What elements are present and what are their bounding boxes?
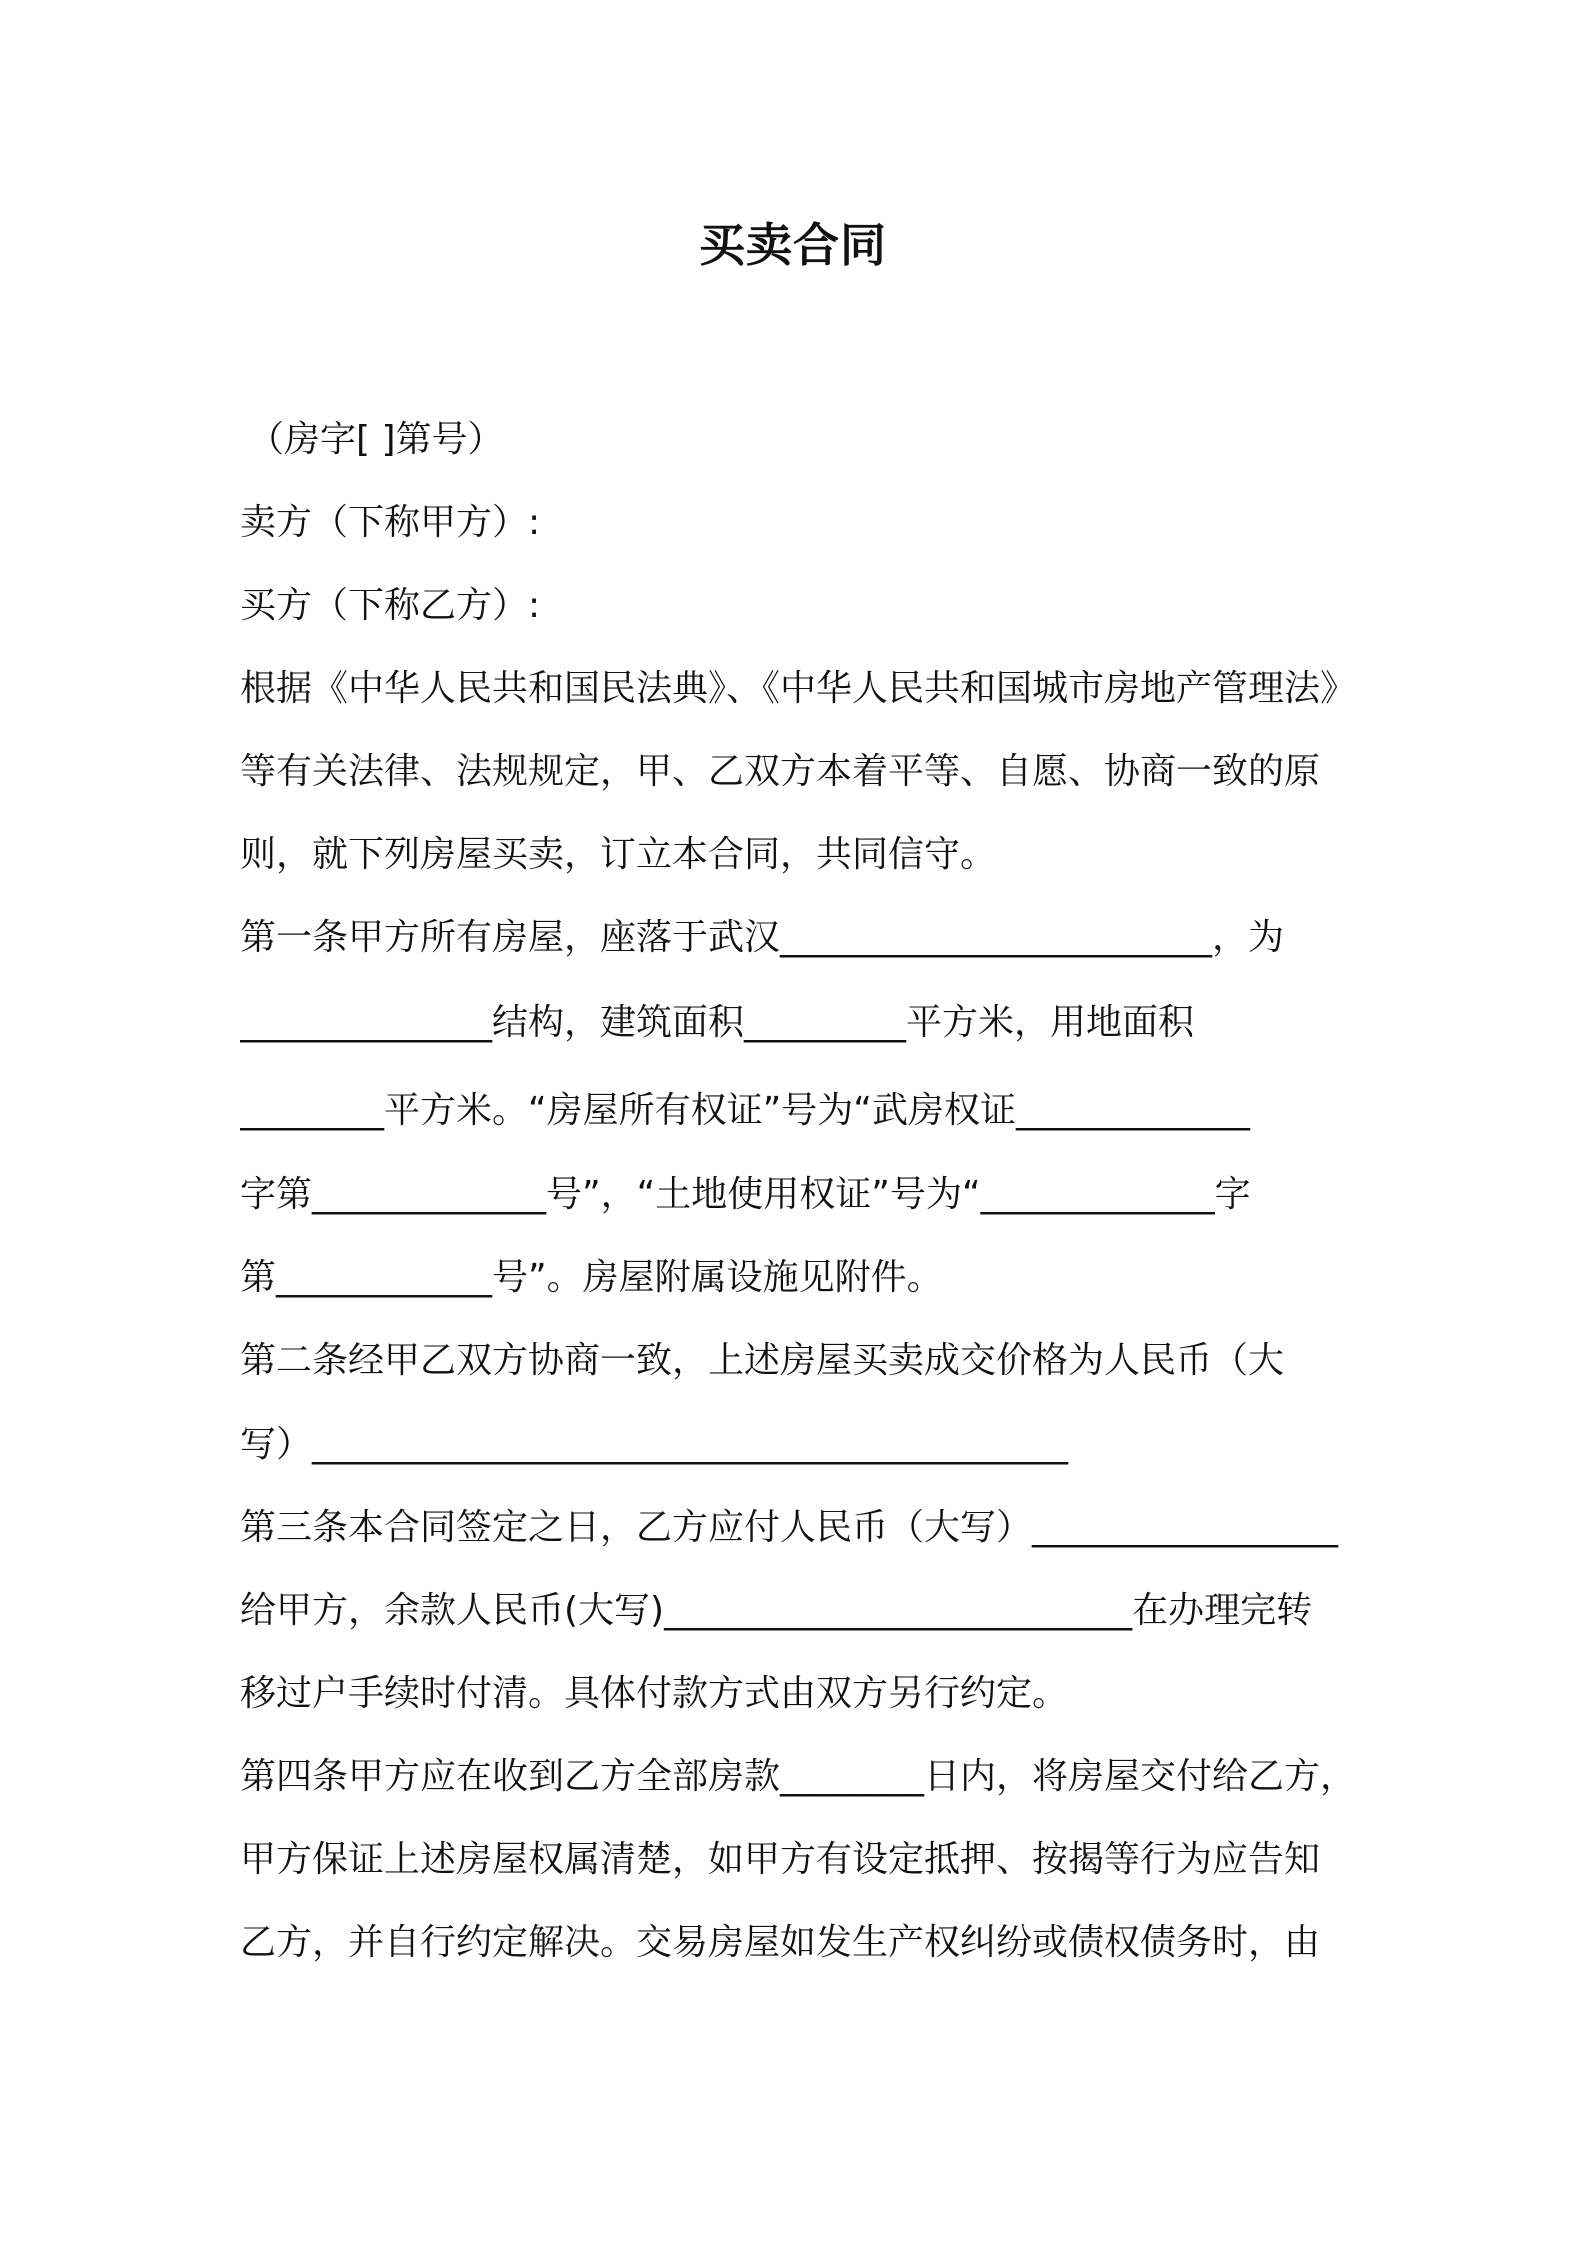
article-4-line: 乙方，并自行约定解决。交易房屋如发生产权纠纷或债权债务时，由 bbox=[240, 1922, 1321, 1963]
paragraph-line: 根据《中华人民共和国民法典》、《中华人民共和国城市房地产管理法》 bbox=[240, 668, 1357, 709]
article-3-line: 给甲方，余款人民币(大写)__________________________在办理完转 bbox=[240, 1590, 1313, 1631]
article-3-line: 移过户手续时付清。具体付款方式由双方另行约定。 bbox=[240, 1673, 1069, 1714]
article-1-line: 第____________号”。房屋附属设施见附件。 bbox=[240, 1257, 943, 1298]
article-4-line: 第四条甲方应在收到乙方全部房款________日内，将房屋交付给乙方， bbox=[240, 1756, 1357, 1797]
article-1-line: 字第_____________号”，“土地使用权证”号为“_____________字 bbox=[240, 1174, 1251, 1215]
paragraph-line: 等有关法律、法规规定，甲、乙双方本着平等、自愿、协商一致的原 bbox=[240, 751, 1321, 792]
article-1-line: ______________结构，建筑面积_________平方米，用地面积 bbox=[240, 1002, 1195, 1043]
article-3-line: 第三条本合同签定之日，乙方应付人民币（大写）_________________ bbox=[240, 1507, 1339, 1548]
document-title: 买卖合同 bbox=[699, 218, 887, 272]
article-4-line: 甲方保证上述房屋权属清楚，如甲方有设定抵押、按揭等行为应告知 bbox=[240, 1839, 1321, 1880]
buyer-line: 买方（下称乙方）: bbox=[240, 585, 541, 626]
article-1-line: 第一条甲方所有房屋，座落于武汉________________________，为 bbox=[240, 917, 1285, 958]
article-2-line: 写）__________________________________________ bbox=[240, 1424, 1068, 1465]
document-number-line: （房字[ ]第号） bbox=[248, 419, 504, 460]
article-2-line: 第二条经甲乙双方协商一致，上述房屋买卖成交价格为人民币（大 bbox=[240, 1340, 1285, 1381]
paragraph-line: 则，就下列房屋买卖，订立本合同，共同信守。 bbox=[240, 834, 997, 875]
article-1-line: ________平方米。“房屋所有权证”号为“武房权证_____________ bbox=[240, 1090, 1250, 1131]
seller-line: 卖方（下称甲方）: bbox=[240, 502, 541, 543]
